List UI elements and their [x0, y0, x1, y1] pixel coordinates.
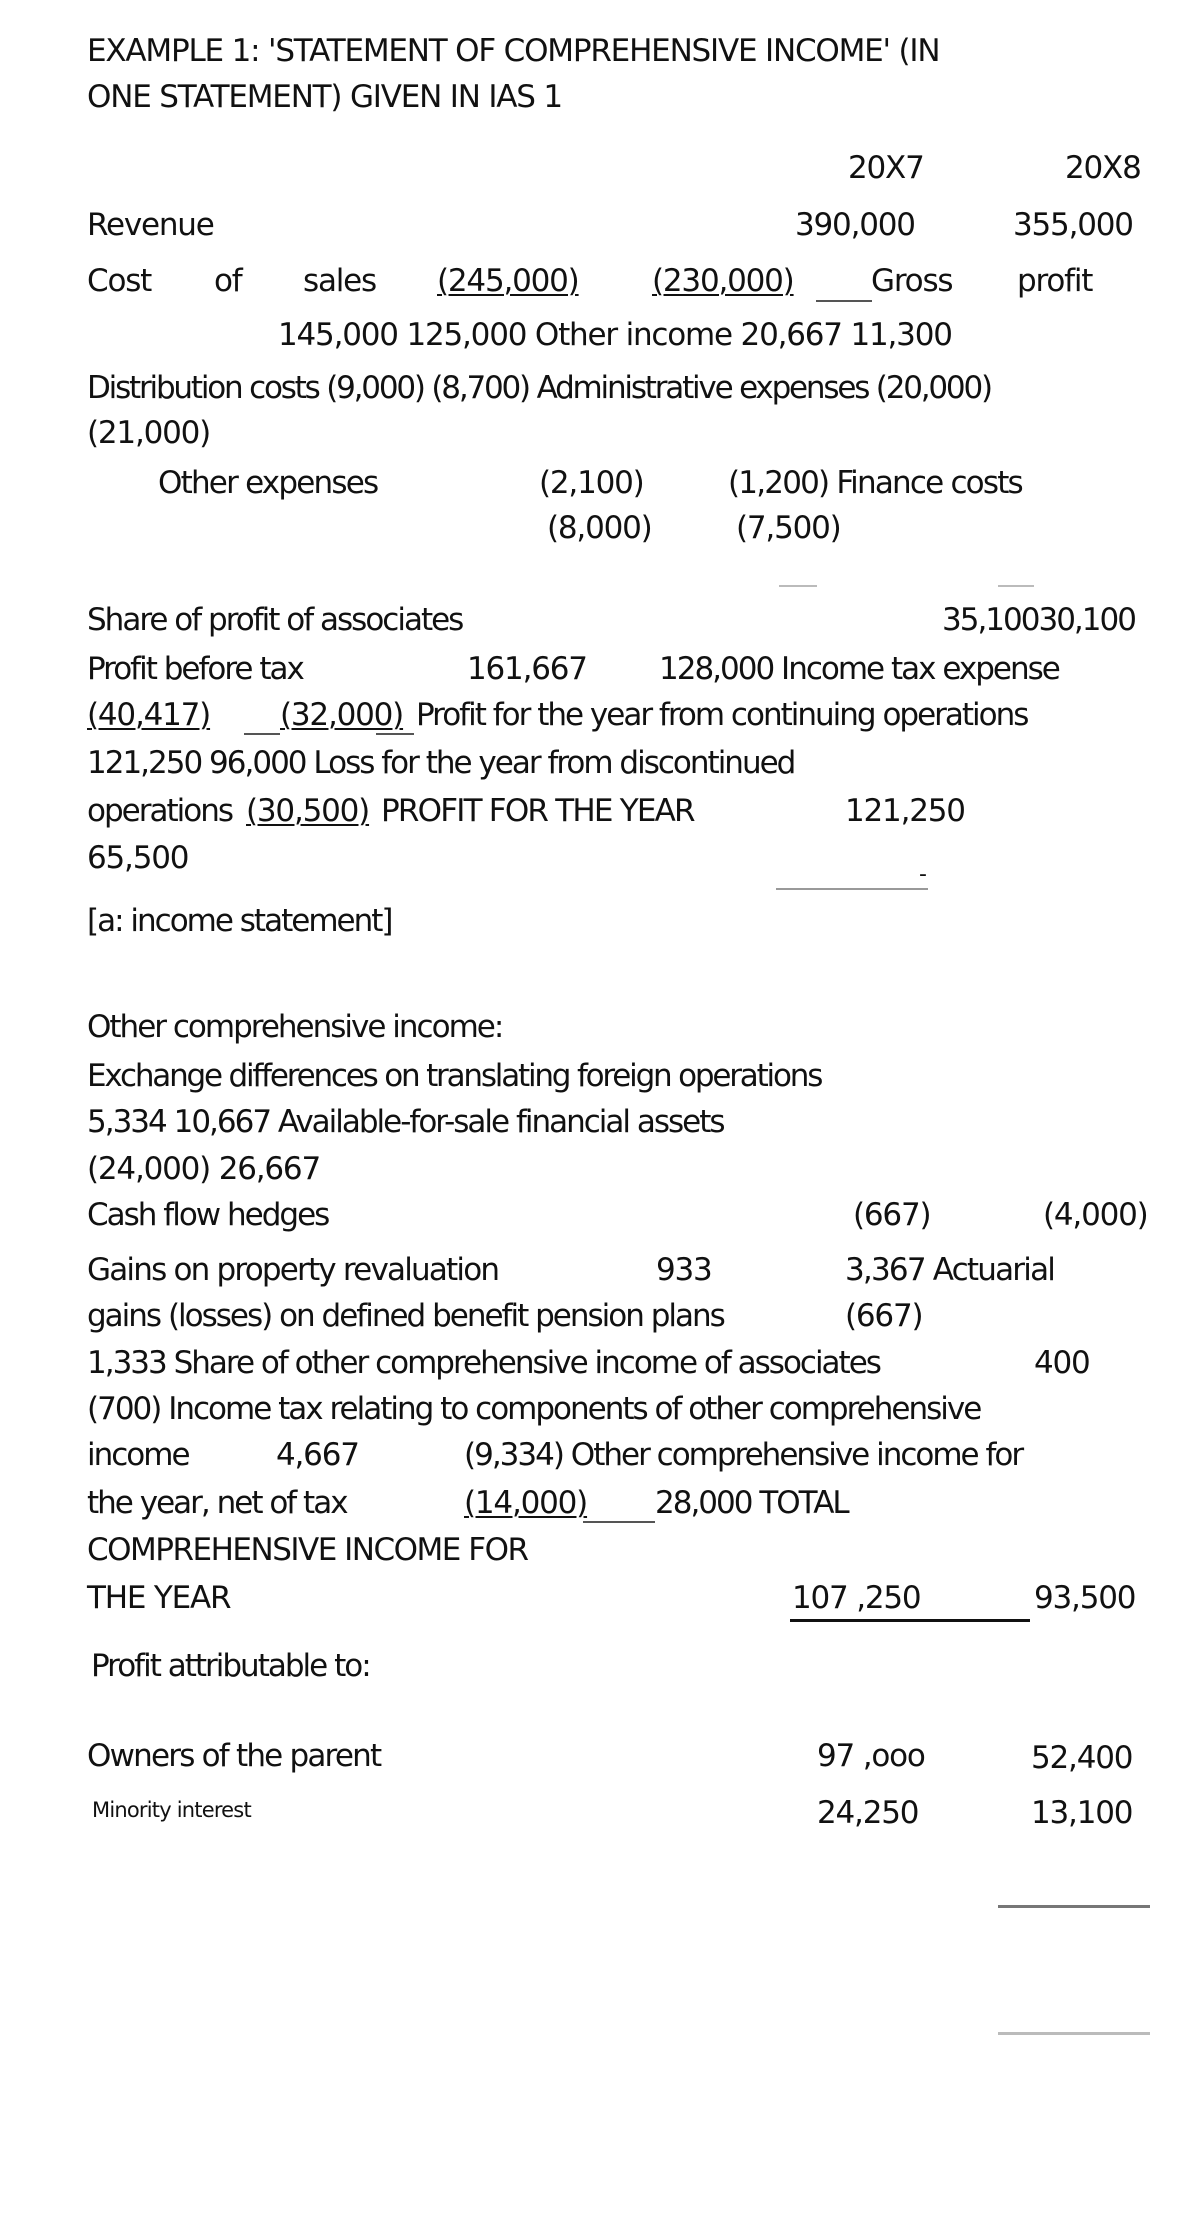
divider-rule: [779, 585, 817, 587]
other-expenses-20x8-finance-costs: (1,200) Finance costs: [728, 465, 1022, 501]
revenue-20x7: 390,000: [795, 207, 915, 243]
cost-of-sales-word-1: Cost: [87, 263, 152, 299]
cash-flow-hedges-20x8: (4,000): [1043, 1197, 1148, 1233]
discontinued-20x8: (30,500): [246, 793, 370, 829]
gross-profit-word-1: Gross: [871, 263, 953, 299]
finance-costs-20x7: (8,000): [547, 510, 652, 546]
continuing-operations-values-line: 121,250 96,000 Loss for the year from discontinued: [87, 745, 795, 781]
property-revaluation-20x7: 933: [656, 1252, 712, 1288]
profit-before-tax-20x7: 161,667: [467, 651, 587, 687]
owners-of-parent-20x7: 97 ,ooo: [817, 1738, 925, 1774]
owners-of-parent-label: Owners of the parent: [87, 1738, 381, 1774]
cost-of-sales-word-2: of: [214, 263, 242, 299]
underline-rule: [583, 1521, 655, 1523]
share-oci-associates-20x8: 400: [1034, 1345, 1090, 1381]
cost-of-sales-20x7: (245,000): [437, 263, 579, 299]
bracket-note: [a: income statement]: [87, 903, 392, 939]
exchange-differences-values-line: 5,334 10,667 Available-for-sale financial assets: [87, 1104, 724, 1140]
property-revaluation-20x8-actuarial: 3,367 Actuarial: [845, 1252, 1055, 1288]
other-expenses-label: Other expenses: [158, 465, 378, 501]
income-word: income: [87, 1437, 189, 1473]
total-comprehensive-income-20x8: 93,500: [1034, 1580, 1136, 1616]
finance-costs-20x8: (7,500): [736, 510, 841, 546]
actuarial-gains-20x7: (667): [845, 1298, 923, 1334]
divider-rule: [998, 1905, 1150, 1908]
share-oci-associates-line: 1,333 Share of other comprehensive income of associates: [87, 1345, 880, 1381]
property-revaluation-label: Gains on property revaluation: [87, 1252, 499, 1288]
net-of-tax-label: the year, net of tax: [87, 1485, 347, 1521]
revenue-label: Revenue: [87, 207, 214, 243]
underline-rule: [244, 733, 280, 735]
underline-rule: [816, 300, 872, 302]
owners-of-parent-20x8: 52,400: [1031, 1740, 1133, 1776]
page-title-line-1: EXAMPLE 1: 'STATEMENT OF COMPREHENSIVE INCOME' (IN: [87, 33, 940, 69]
gross-profit-word-2: profit: [1017, 263, 1093, 299]
profit-before-tax-20x8-income-tax: 128,000 Income tax expense: [659, 651, 1059, 687]
dash-mark: -: [919, 862, 926, 887]
distribution-admin-line: Distribution costs (9,000) (8,700) Administrative expenses (20,000): [87, 370, 991, 406]
distribution-admin-continuation: (21,000): [87, 415, 211, 451]
oci-heading: Other comprehensive income:: [87, 1009, 503, 1045]
divider-rule: [998, 585, 1034, 587]
minority-interest-20x8: 13,100: [1031, 1795, 1133, 1831]
profit-for-the-year-label: PROFIT FOR THE YEAR: [381, 793, 694, 829]
income-tax-oci-line: (700) Income tax relating to components of other comprehensive: [87, 1391, 981, 1427]
actuarial-gains-label: gains (losses) on defined benefit pension plans: [87, 1298, 724, 1334]
exchange-differences-label: Exchange differences on translating foreign operations: [87, 1058, 822, 1094]
underline-rule: [376, 733, 414, 735]
the-year-label: THE YEAR: [87, 1580, 231, 1616]
income-tax-20x8: (32,000): [280, 697, 404, 733]
total-comprehensive-income-label: COMPREHENSIVE INCOME FOR: [87, 1532, 528, 1568]
oci-net-of-tax-20x7: (14,000): [464, 1485, 588, 1521]
minority-interest-20x7: 24,250: [817, 1795, 919, 1831]
profit-continuing-operations-label: Profit for the year from continuing operations: [416, 697, 1028, 733]
cash-flow-hedges-label: Cash flow hedges: [87, 1197, 329, 1233]
discontinued-label: operations: [87, 793, 232, 829]
profit-before-tax-label: Profit before tax: [87, 651, 303, 687]
divider-rule: [998, 2032, 1150, 2035]
profit-for-the-year-20x8: 65,500: [87, 840, 189, 876]
cost-of-sales-word-3: sales: [303, 263, 376, 299]
cash-flow-hedges-20x7: (667): [853, 1197, 931, 1233]
total-comprehensive-income-20x7: 107 ,250: [792, 1580, 921, 1616]
divider-rule: [776, 888, 928, 890]
column-header-20x7: 20X7: [848, 150, 924, 186]
revenue-20x8: 355,000: [1013, 207, 1133, 243]
profit-attributable-heading: Profit attributable to:: [91, 1648, 370, 1684]
other-expenses-20x7: (2,100): [539, 465, 644, 501]
available-for-sale-values-line: (24,000) 26,667: [87, 1151, 320, 1187]
column-header-20x8: 20X8: [1065, 150, 1141, 186]
page-title-line-2: ONE STATEMENT) GIVEN IN IAS 1: [87, 79, 562, 115]
total-underline-rule: [790, 1619, 1030, 1622]
profit-for-the-year-20x7: 121,250: [845, 793, 965, 829]
income-tax-20x7: (40,417): [87, 697, 211, 733]
share-of-profit-associates-values: 35,10030,100: [942, 602, 1135, 638]
gross-profit-other-income-line: 145,000 125,000 Other income 20,667 11,300: [278, 317, 952, 353]
minority-interest-label: Minority interest: [92, 1798, 251, 1822]
cost-of-sales-20x8: (230,000): [652, 263, 794, 299]
income-tax-oci-20x7: 4,667: [276, 1437, 359, 1473]
share-of-profit-associates-label: Share of profit of associates: [87, 602, 463, 638]
income-tax-oci-20x8-other-comprehensive: (9,334) Other comprehensive income for: [464, 1437, 1023, 1473]
oci-net-of-tax-20x8-total: 28,000 TOTAL: [655, 1485, 848, 1521]
